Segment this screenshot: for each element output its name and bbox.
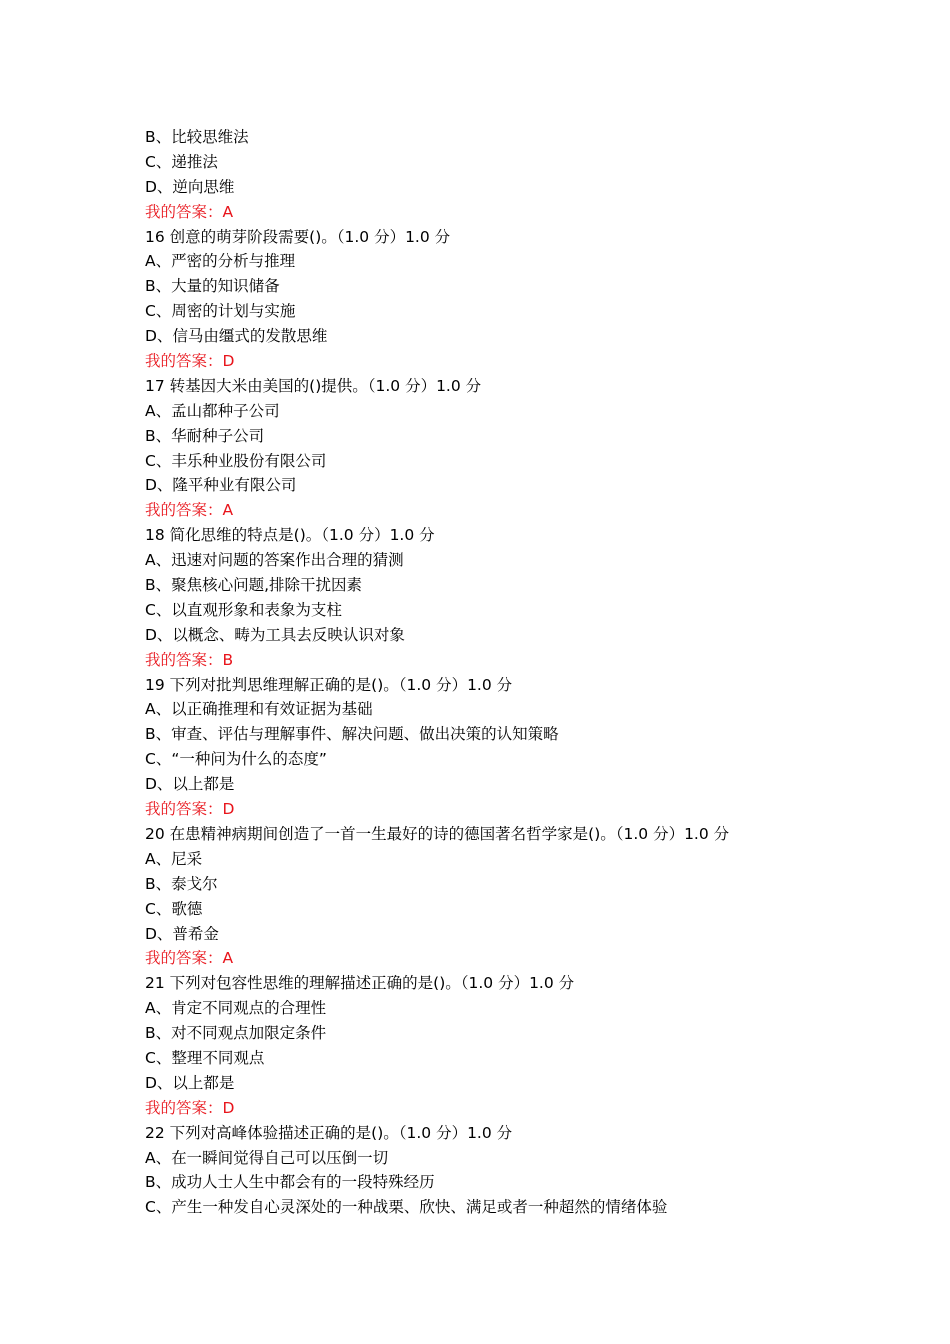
option-text: B、大量的知识储备 xyxy=(145,277,280,296)
my-answer-text: 我的答案：A xyxy=(145,202,234,221)
option-text: A、肯定不同观点的合理性 xyxy=(145,999,327,1018)
option-text: B、华耐种子公司 xyxy=(145,426,265,445)
option-text: C、周密的计划与实施 xyxy=(145,302,296,321)
option-text: A、尼采 xyxy=(145,849,203,868)
option-text: A、以正确推理和有效证据为基础 xyxy=(145,700,373,719)
option-text: A、迅速对问题的答案作出合理的猜测 xyxy=(145,551,404,570)
option-text: B、审查、评估与理解事件、解决问题、做出决策的认知策略 xyxy=(145,725,559,744)
option-text: B、比较思维法 xyxy=(145,128,249,146)
option-text: C、歌德 xyxy=(145,899,203,918)
option-text: C、“一种问为什么的态度” xyxy=(145,750,327,769)
question-text: 22 下列对高峰体验描述正确的是()。（1.0 分）1.0 分 xyxy=(145,1123,513,1142)
option-text: B、泰戈尔 xyxy=(145,874,218,893)
my-answer-text: 我的答案：D xyxy=(145,352,235,371)
document-page xyxy=(145,125,905,1220)
option-text: D、以上都是 xyxy=(145,775,235,794)
option-text: C、丰乐种业股份有限公司 xyxy=(145,451,327,470)
my-answer-text: 我的答案：D xyxy=(145,1098,235,1117)
question-text: 18 简化思维的特点是()。（1.0 分）1.0 分 xyxy=(145,526,435,545)
question-text: 16 创意的萌芽阶段需要()。（1.0 分）1.0 分 xyxy=(145,227,451,246)
option-text: D、普希金 xyxy=(145,924,219,943)
option-text: A、严密的分析与推理 xyxy=(145,252,296,271)
option-text: A、在一瞬间觉得自己可以压倒一切 xyxy=(145,1148,389,1167)
question-text: 19 下列对批判思维理解正确的是()。（1.0 分）1.0 分 xyxy=(145,675,513,694)
option-text: D、以概念、畴为工具去反映认识对象 xyxy=(145,625,405,644)
question-text: 21 下列对包容性思维的理解描述正确的是()。（1.0 分）1.0 分 xyxy=(145,974,575,993)
option-text: B、聚焦核心问题,排除干扰因素 xyxy=(145,576,363,595)
option-text: D、以上都是 xyxy=(145,1073,235,1092)
option-text: C、以直观形象和表象为支柱 xyxy=(145,600,342,619)
option-text: B、对不同观点加限定条件 xyxy=(145,1024,327,1043)
option-text: D、逆向思维 xyxy=(145,177,235,196)
my-answer-text: 我的答案：B xyxy=(145,650,234,669)
my-answer-text: 我的答案：A xyxy=(145,501,234,520)
option-text: A、孟山都种子公司 xyxy=(145,401,280,420)
option-text: C、产生一种发自心灵深处的一种战栗、欣快、满足或者一种超然的情绪体验 xyxy=(145,1198,668,1217)
option-text: D、隆平种业有限公司 xyxy=(145,476,297,495)
option-text: B、成功人士人生中都会有的一段特殊经历 xyxy=(145,1173,435,1192)
my-answer-text: 我的答案：D xyxy=(145,800,235,819)
question-text: 17 转基因大米由美国的()提供。（1.0 分）1.0 分 xyxy=(145,376,482,395)
my-answer-text: 我的答案：A xyxy=(145,949,234,968)
option-text: C、整理不同观点 xyxy=(145,1048,265,1067)
option-text: C、递推法 xyxy=(145,152,218,171)
question-text: 20 在患精神病期间创造了一首一生最好的诗的德国著名哲学家是()。（1.0 分）1.0 分 xyxy=(145,824,730,843)
option-text: D、信马由缰式的发散思维 xyxy=(145,327,328,346)
